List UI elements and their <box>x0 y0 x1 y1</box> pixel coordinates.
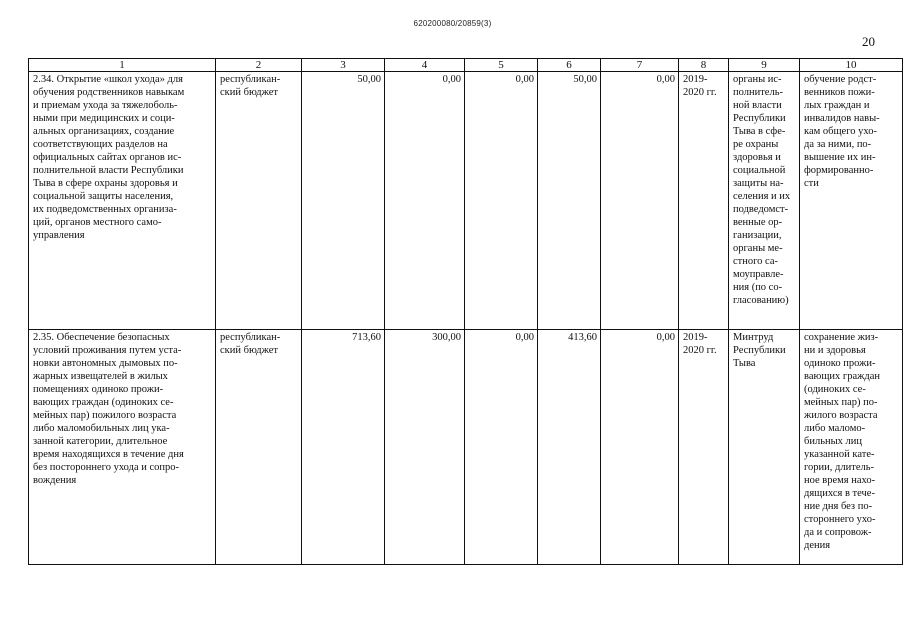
page-number: 20 <box>862 34 875 49</box>
amount-col-6: 413,60 <box>538 330 601 565</box>
amount-col-6: 50,00 <box>538 72 601 330</box>
responsible-executor: Минтруд Республики Тыва <box>729 330 800 565</box>
funding-source: республикан- ский бюджет <box>216 72 302 330</box>
document-code: 620200080/20859(3) <box>413 19 492 28</box>
column-header: 2 <box>216 59 302 72</box>
amount-col-7: 0,00 <box>601 72 679 330</box>
activity-description: 2.34. Открытие «школ ухода» для обучения родственников навыкам и приемам ухода за тяжелоболь- ными при медицинских и соци- альных организациях, создание соответствующих разделов на официальных сайтах органов ис- полнительной власти Республики Тыва в сфере охраны здоровья и социальной защиты населения, их подведомственных организа- ций, органов местного само- управления <box>29 72 216 330</box>
column-header: 10 <box>800 59 903 72</box>
table-row <box>29 330 903 565</box>
column-header: 4 <box>385 59 465 72</box>
amount-col-5: 0,00 <box>465 330 538 565</box>
amount-col-4: 0,00 <box>385 72 465 330</box>
expected-result: обучение родст- венников пожи- лых граждан и инвалидов навы- кам общего ухо- да за ними, по- вышение их ин- формированно- сти <box>800 72 903 330</box>
column-header: 6 <box>538 59 601 72</box>
period: 2019- 2020 гг. <box>679 330 729 565</box>
funding-source: республикан- ский бюджет <box>216 330 302 565</box>
column-header: 7 <box>601 59 679 72</box>
expected-result: сохранение жиз- ни и здоровья одиноко прожи- вающих граждан (одиноких се- мейных пар) по- жилого возраста либо маломо- бильных лиц указанной кате- гории, длитель- ное время нахо- дящихся в тече- ние дня без по- стороннего ухо- да и сопровож- дения <box>800 330 903 565</box>
column-number-row <box>29 59 903 72</box>
column-header: 9 <box>729 59 800 72</box>
amount-col-4: 300,00 <box>385 330 465 565</box>
activity-description: 2.35. Обеспечение безопасных условий проживания путем уста- новки автономных дымовых по- жарных извещателей в жилых помещениях одиноко прожи- вающих граждан (одиноких се- мейных пар) пожилого возраста либо маломобильных лиц ука- занной категории, длительное время находящихся в течение дня без постороннего ухода и сопро- вождения <box>29 330 216 565</box>
column-header: 8 <box>679 59 729 72</box>
table-row <box>29 72 903 330</box>
program-activities-table <box>28 58 903 565</box>
column-header: 1 <box>29 59 216 72</box>
column-header: 3 <box>302 59 385 72</box>
amount-col-5: 0,00 <box>465 72 538 330</box>
total-amount: 713,60 <box>302 330 385 565</box>
responsible-executor: органы ис- полнитель- ной власти Республики Тыва в сфе- ре охраны здоровья и социальной защиты на- селения и их подведомст- венные ор- ганизации, органы ме- стного са- моуправле- ния (по со- гласованию) <box>729 72 800 330</box>
amount-col-7: 0,00 <box>601 330 679 565</box>
period: 2019- 2020 гг. <box>679 72 729 330</box>
column-header: 5 <box>465 59 538 72</box>
total-amount: 50,00 <box>302 72 385 330</box>
